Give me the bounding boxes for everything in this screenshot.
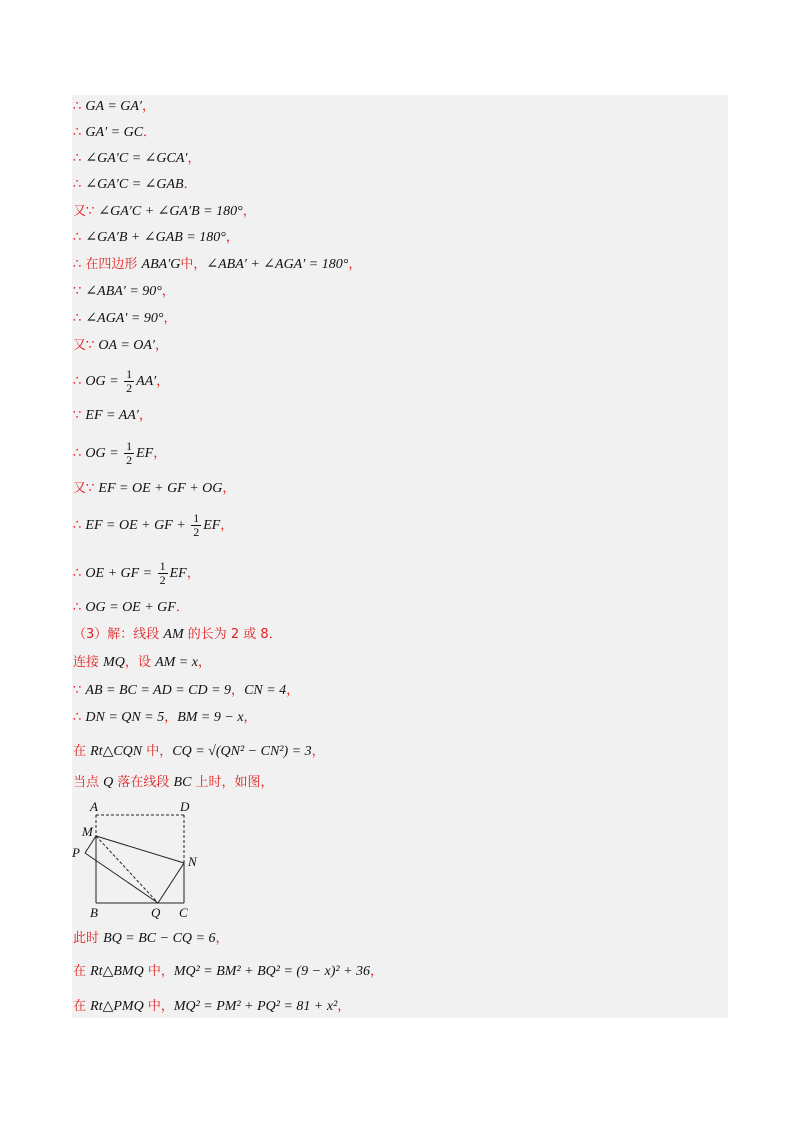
step-connector: ∴	[73, 99, 86, 114]
step-punctuation: ．	[183, 177, 197, 192]
step-connector: 在	[73, 964, 91, 979]
step-connector: ∴	[73, 151, 86, 166]
solution-step	[73, 772, 274, 794]
fraction	[191, 512, 201, 539]
fraction-denominator: 2	[126, 453, 133, 467]
step-connector: ∴	[73, 374, 86, 389]
step-punctuation: ，	[215, 931, 229, 946]
fraction-denominator: 2	[159, 573, 166, 587]
step-connector: ∴	[73, 230, 86, 245]
label-C: C	[179, 905, 188, 920]
step-math: BM = 9 − x	[177, 710, 244, 725]
fraction-denominator: 2	[193, 525, 200, 539]
solution-step	[73, 308, 176, 330]
solution-step	[73, 174, 197, 196]
step-connector: 在	[73, 999, 91, 1014]
step-punctuation: ，	[311, 744, 325, 759]
step-connector: ∴	[73, 600, 86, 615]
solution-step	[73, 996, 350, 1018]
solution-step	[73, 559, 200, 587]
solution-step	[73, 254, 361, 276]
step-math: ∠GA′B + ∠GAB = 180°	[85, 230, 226, 245]
step-punctuation: ，	[286, 683, 300, 698]
solution-step	[73, 148, 200, 170]
solution-step	[73, 624, 282, 646]
step-punctuation: ．	[175, 600, 189, 615]
step-connector: 又∵	[73, 481, 99, 496]
step-math: EF	[136, 446, 154, 461]
geometry-figure	[70, 800, 200, 925]
step-math: OG =	[85, 374, 123, 389]
step-text: 中，	[180, 257, 207, 272]
solution-step	[73, 335, 168, 357]
step-punctuation: ，	[222, 481, 236, 496]
step-math: ∠GA′C = ∠GCA′	[85, 151, 188, 166]
step-math: GA = GA′	[85, 99, 142, 114]
solution-step	[73, 928, 229, 950]
step-punctuation: ，	[138, 408, 152, 423]
fraction-numerator: 1	[126, 367, 133, 381]
step-math: Q	[103, 775, 114, 790]
step-math: ∠GA′C = ∠GAB	[85, 177, 184, 192]
segment-MN	[96, 836, 184, 863]
step-punctuation: ，	[187, 151, 201, 166]
label-Q: Q	[151, 905, 161, 920]
step-punctuation: ，	[163, 311, 177, 326]
fraction-numerator: 1	[126, 439, 133, 453]
step-math: EF = OE + GF + OG	[98, 481, 223, 496]
solution-step	[73, 201, 256, 223]
step-connector: ∵	[73, 284, 86, 299]
step-connector: 当点	[73, 775, 104, 790]
step-connector: ∵	[73, 408, 86, 423]
step-math: ∠ABA′ = 90°	[85, 284, 162, 299]
step-connector: ∴	[73, 566, 86, 581]
step-math: ∠ABA′ + ∠AGA′ = 180°	[206, 257, 349, 272]
step-punctuation: ，	[348, 257, 362, 272]
step-punctuation: ，	[197, 655, 211, 670]
step-punctuation: ，	[155, 338, 169, 353]
step-punctuation: ，	[225, 230, 239, 245]
step-math: Rt△PMQ	[90, 999, 144, 1014]
step-text: 落在线段	[113, 775, 174, 790]
step-connector: 在	[73, 744, 91, 759]
fraction	[124, 440, 134, 467]
step-math: ABA′G	[141, 257, 181, 272]
step-connector: ∵	[73, 683, 86, 698]
segment-NQ	[158, 863, 184, 903]
step-math: Rt△CQN	[90, 744, 143, 759]
solution-step	[73, 478, 235, 500]
solution-step	[73, 439, 167, 467]
solution-step	[73, 680, 299, 702]
step-connector: ∴	[73, 177, 86, 192]
segment-MQ	[96, 836, 158, 903]
step-connector: 此时	[73, 931, 104, 946]
step-math: OG = OE + GF	[85, 600, 176, 615]
step-connector: ∴	[73, 710, 86, 725]
step-math: AM	[163, 627, 184, 642]
step-punctuation: ，	[220, 518, 234, 533]
step-math: MQ² = BM² + BQ² = (9 − x)² + 36	[173, 964, 371, 979]
step-text: 中，	[143, 999, 174, 1014]
step-connector: （3）解：线段	[73, 627, 164, 642]
step-math: AA′	[136, 374, 157, 389]
solution-step	[73, 652, 211, 674]
step-text: ，设	[124, 655, 156, 670]
solution-step	[73, 511, 234, 539]
label-B: B	[90, 905, 98, 920]
step-punctuation: ，	[186, 566, 200, 581]
label-D: D	[180, 800, 190, 814]
solution-step	[73, 122, 156, 144]
step-math: BC	[173, 775, 192, 790]
step-connector: ∴ 在四边形	[73, 257, 142, 272]
label-M: M	[82, 824, 93, 839]
step-connector: 又∵	[73, 338, 99, 353]
step-math: DN = QN = 5	[85, 710, 165, 725]
label-A: A	[90, 800, 98, 814]
step-math: MQ² = PM² + PQ² = 81 + x²	[173, 999, 338, 1014]
fraction-denominator: 2	[126, 381, 133, 395]
step-text: 的长为 2 或 8．	[183, 627, 282, 642]
fraction	[124, 368, 134, 395]
step-math: CQ = √(QN² − CN²) = 3	[172, 744, 312, 759]
solution-step	[73, 96, 155, 118]
step-math: ∠AGA′ = 90°	[85, 311, 164, 326]
step-math: ∠GA′C + ∠GA′B = 180°	[98, 204, 243, 219]
step-punctuation: ，	[243, 710, 257, 725]
step-math: GA′ = GC	[85, 125, 144, 140]
solution-step	[73, 707, 257, 729]
fraction-numerator: 1	[193, 511, 200, 525]
step-text: 中，	[142, 744, 173, 759]
step-math: EF = OE + GF +	[85, 518, 190, 533]
step-math: CN = 4	[244, 683, 287, 698]
step-math: BQ = BC − CQ = 6	[103, 931, 216, 946]
step-connector: ∴	[73, 518, 86, 533]
step-connector: ∴	[73, 446, 86, 461]
step-punctuation: ．	[143, 125, 157, 140]
step-connector: ∴	[73, 125, 86, 140]
step-connector: 连接	[73, 655, 104, 670]
step-math: Rt△BMQ	[90, 964, 144, 979]
step-punctuation: ，	[337, 999, 351, 1014]
step-math: AM = x	[155, 655, 198, 670]
step-punctuation: 上时，如图，	[191, 775, 274, 790]
step-math: EF = AA′	[85, 408, 139, 423]
solution-step	[73, 367, 170, 395]
solution-step	[73, 281, 175, 303]
step-text: ，	[231, 683, 245, 698]
step-punctuation: ，	[242, 204, 256, 219]
fraction	[158, 560, 168, 587]
step-connector: ∴	[73, 311, 86, 326]
solution-step	[73, 741, 325, 763]
step-punctuation: ，	[370, 964, 384, 979]
step-punctuation: ，	[161, 284, 175, 299]
step-math: MQ	[103, 655, 125, 670]
step-punctuation: ，	[153, 446, 167, 461]
step-math: OA = OA′	[98, 338, 155, 353]
step-math: OE + GF =	[85, 566, 156, 581]
step-math: EF	[169, 566, 187, 581]
label-P: P	[72, 845, 80, 860]
step-math: OG =	[85, 446, 123, 461]
label-N: N	[188, 854, 197, 869]
solution-step	[73, 961, 383, 983]
step-text: 中，	[143, 964, 174, 979]
solution-step	[73, 405, 152, 427]
step-math: AB = BC = AD = CD = 9	[85, 683, 232, 698]
step-math: EF	[203, 518, 221, 533]
step-connector: 又∵	[73, 204, 99, 219]
step-text: ，	[164, 710, 178, 725]
solution-step	[73, 227, 239, 249]
step-punctuation: ，	[156, 374, 170, 389]
solution-step	[73, 597, 189, 619]
step-punctuation: ，	[142, 99, 156, 114]
fraction-numerator: 1	[159, 559, 166, 573]
